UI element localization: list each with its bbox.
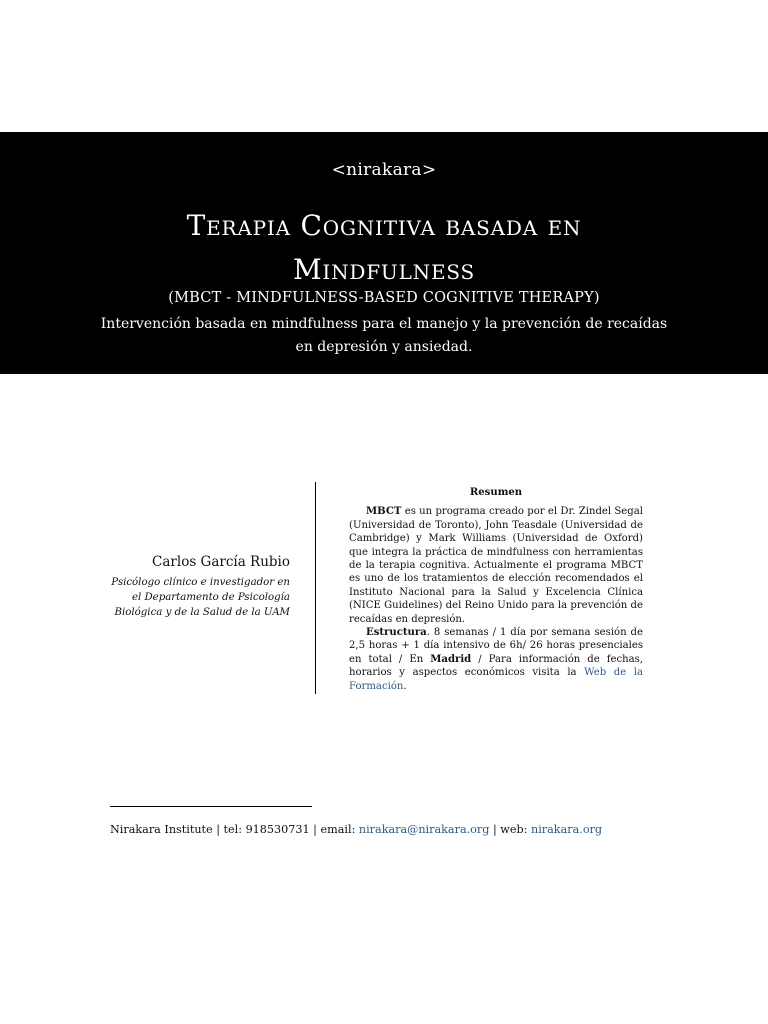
footer-contact	[110, 823, 710, 836]
abstract-paragraph-1	[349, 505, 643, 626]
title-line-1: Terapia Cognitiva basada en	[186, 209, 582, 242]
title-line-2: Mindfulness	[292, 253, 476, 286]
abstract-paragraph-2	[349, 626, 643, 693]
author-block	[96, 554, 290, 621]
footer-prefix: Nirakara Institute | tel: 918530731 | email:	[110, 823, 359, 836]
column-divider	[315, 482, 316, 694]
intro-line-1: Intervención basada en mindfulness para el manejo y la prevención de recaídas	[100, 316, 668, 332]
email-link[interactable]: nirakara@nirakara.org	[358, 823, 490, 836]
abstract	[349, 486, 643, 693]
training-web-link[interactable]: Web de la Formación	[349, 667, 643, 692]
abstract-p2-end: .	[403, 680, 407, 692]
affiliation-line-2: el Departamento de Psicología	[131, 592, 290, 604]
madrid-term: Madrid	[430, 653, 472, 665]
affiliation-line-3: Biológica y de la Salud de la UAM	[114, 607, 290, 619]
footer-rule	[110, 806, 312, 807]
abstract-p2-text-b: / Para información de fechas, horarios y aspectos económicos visita la	[349, 653, 643, 679]
title-banner	[0, 132, 768, 374]
intro-text	[90, 313, 678, 359]
abstract-p1-text: es un programa creado por el Dr. Zindel Segal (Universidad de Toronto), John Teasdale (Universidad de Cambridge) y Mark Williams (Universidad de Oxford) que integra la práctica de mindfulness con herramientas de la terapia cognitiva. Actualmente el programa MBCT es uno de los tratamientos de elección recomendados el Instituto Nacional para la Salud y Excelencia Clínica (NICE Guidelines) del Reino Unido para la prevención de recaídas en depresión.	[349, 506, 643, 625]
brand-name: <nirakara>	[331, 160, 437, 180]
abstract-heading: Resumen	[469, 487, 523, 498]
document-subtitle: (MBCT - MINDFULNESS-BASED COGNITIVE THERAPY)	[168, 290, 600, 306]
footer-web-separator: | web:	[489, 823, 531, 836]
abstract-p2-text-a: . 8 semanas / 1 día por semana sesión de 2,5 horas + 1 día intensivo de 6h/ 26 horas presenciales en total / En	[349, 627, 643, 665]
affiliation-line-1: Psicólogo clínico e investigador en	[111, 577, 290, 588]
intro-line-2: en depresión y ansiedad.	[295, 339, 473, 355]
author-name: Carlos García Rubio	[152, 554, 290, 570]
structure-term: Estructura	[366, 627, 427, 639]
author-affiliation	[96, 575, 290, 621]
document-title	[0, 204, 768, 292]
web-link[interactable]: nirakara.org	[531, 823, 603, 836]
mbct-term: MBCT	[366, 506, 402, 518]
